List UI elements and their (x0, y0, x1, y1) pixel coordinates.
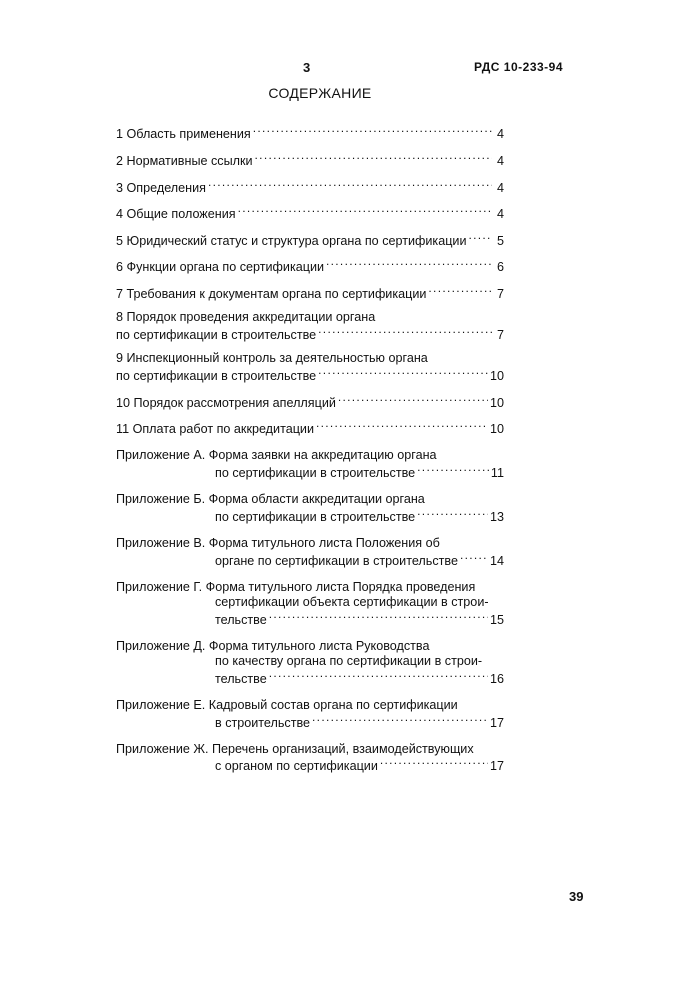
dot-leader (208, 178, 492, 192)
toc-entry-text: по сертификации в строительстве (215, 466, 416, 481)
dot-leader (318, 325, 492, 339)
toc-page-number: 16 (489, 671, 504, 686)
toc-page-number: 11 (490, 466, 504, 481)
toc-page-number: 4 (496, 180, 504, 195)
toc-entry-text: 5 Юридический статус и структура органа по сертификации (116, 234, 467, 249)
toc-entry-text: 7 Требования к документам органа по сертификации (116, 287, 427, 302)
toc-page-number: 15 (489, 612, 504, 627)
toc-page-number: 6 (496, 260, 504, 275)
appendix-entry (116, 742, 504, 775)
toc-entry-text: 11 Оплата работ по аккредитации (116, 422, 314, 437)
toc-entry-text: тельстве (215, 671, 267, 686)
header-page-number: 3 (303, 60, 311, 75)
toc-entry (116, 151, 504, 169)
toc-entry (116, 420, 504, 438)
toc-page-number: 17 (489, 759, 504, 774)
toc-entry-text: Приложение Б. Форма области аккредитации органа (116, 492, 425, 507)
toc-entry-text: Приложение Д. Форма титульного листа Руководства (116, 638, 430, 653)
toc-entry-text: органе по сертификации в строительстве (215, 554, 458, 569)
toc-entry-text: по качеству органа по сертификации в строи- (215, 653, 483, 668)
toc-entry-text: по сертификации в строительстве (116, 327, 317, 342)
toc-entry-text: 10 Порядок рассмотрения апелляций (116, 395, 336, 410)
dot-leader (316, 420, 488, 434)
dot-leader (326, 257, 492, 271)
toc-entry (116, 310, 504, 343)
toc-page-number: 4 (496, 126, 504, 141)
toc-page-number: 7 (496, 327, 504, 342)
dot-leader (238, 205, 492, 219)
toc-page-number: 10 (489, 422, 504, 437)
dot-leader (253, 124, 492, 138)
toc-entry-text: 2 Нормативные ссылки (116, 153, 253, 168)
toc-entry-text: 4 Общие положения (116, 207, 236, 222)
dot-leader (269, 669, 488, 683)
dot-leader (428, 284, 492, 298)
dot-leader (312, 713, 488, 727)
dot-leader (460, 551, 488, 565)
page-title: СОДЕРЖАНИЕ (268, 85, 372, 101)
dot-leader (417, 463, 489, 477)
toc-entry-text: 8 Порядок проведения аккредитации органа (116, 310, 376, 325)
toc-entry-text: 3 Определения (116, 180, 206, 195)
toc-entry-text: с органом по сертификации (215, 759, 378, 774)
toc-entry-text: тельстве (215, 612, 267, 627)
toc-entry (116, 205, 504, 223)
toc-page-number: 17 (489, 715, 504, 730)
toc-page-number: 7 (496, 287, 504, 302)
toc-page-number: 4 (496, 207, 504, 222)
appendix-entry (116, 698, 504, 731)
appendix-entry (116, 639, 504, 687)
appendix-entry (116, 492, 504, 525)
toc-entry (116, 178, 504, 196)
toc-entry-text: Приложение В. Форма титульного листа Положения об (116, 536, 440, 551)
toc-entry-text: Приложение Г. Форма титульного листа Порядка проведения (116, 580, 476, 595)
toc-entry (116, 284, 504, 302)
dot-leader (469, 231, 493, 245)
appendix-entry (116, 536, 504, 569)
document-code: РДС 10-233-94 (474, 60, 564, 74)
toc-entry-text: по сертификации в строительстве (116, 368, 317, 383)
toc-entry-text: Приложение Е. Кадровый состав органа по сертификации (116, 697, 458, 712)
toc-page-number: 5 (496, 234, 504, 249)
toc-entry-text: по сертификации в строительстве (215, 510, 416, 525)
toc-entry-text: сертификации объекта сертификации в строи- (215, 595, 489, 610)
appendix-entry (116, 580, 504, 628)
dot-leader (417, 507, 488, 521)
toc-page-number: 14 (489, 554, 504, 569)
toc-entry-text: 1 Область применения (116, 126, 251, 141)
toc-entry-text: 9 Инспекционный контроль за деятельностью органа (116, 350, 428, 365)
toc-page-number: 10 (489, 395, 504, 410)
toc-entry-text: в строительстве (215, 715, 311, 730)
appendix-entry (116, 448, 504, 481)
table-of-contents (116, 124, 504, 774)
dot-leader (318, 366, 488, 380)
toc-entry-text: Приложение А. Форма заявки на аккредитацию органа (116, 448, 437, 463)
dot-leader (269, 610, 488, 624)
toc-entry (116, 231, 504, 249)
toc-page-number: 13 (489, 510, 504, 525)
dot-leader (380, 757, 488, 771)
footer-page-number: 39 (569, 889, 584, 904)
dot-leader (338, 393, 488, 407)
toc-page-number: 10 (489, 368, 504, 383)
dot-leader (255, 151, 492, 165)
toc-entry-text: Приложение Ж. Перечень организаций, взаимодействующих (116, 741, 474, 756)
toc-entry-text: 6 Функции органа по сертификации (116, 260, 325, 275)
toc-entry (116, 351, 504, 384)
toc-page-number: 4 (496, 153, 504, 168)
toc-entry (116, 257, 504, 275)
toc-entry (116, 124, 504, 142)
toc-entry (116, 393, 504, 411)
